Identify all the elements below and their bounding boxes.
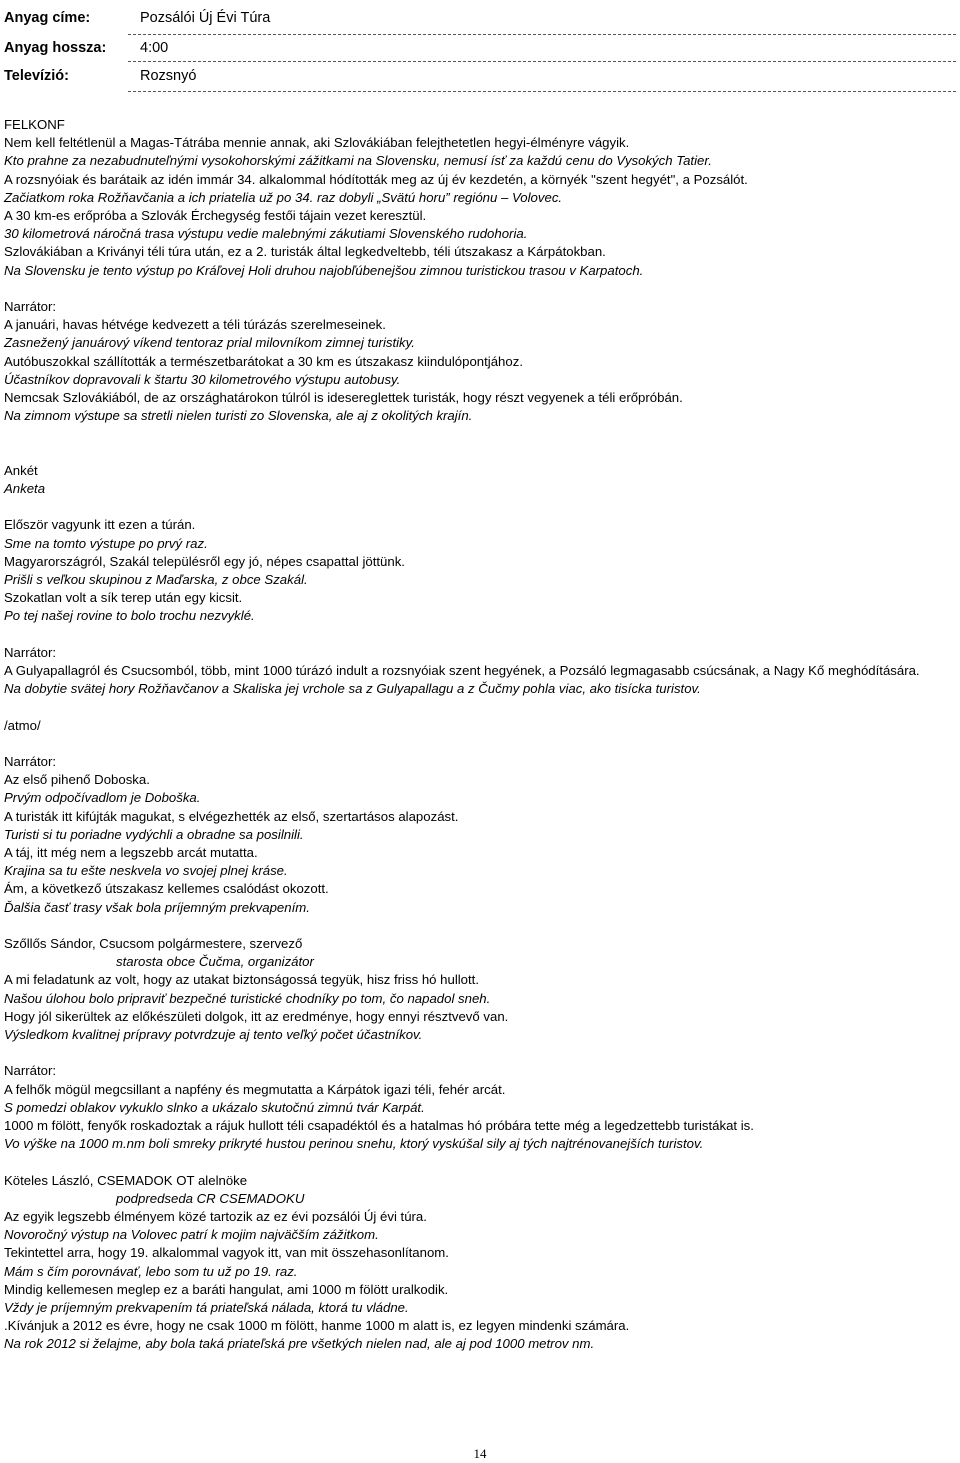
text-line: Vždy je príjemným prekvapením tá priateľská nálada, ktorá tu vládne. xyxy=(4,1300,409,1316)
spacer xyxy=(4,1153,956,1171)
text-line: Először vagyunk itt ezen a túrán. xyxy=(4,517,196,533)
text-line: Kto prahne za nezabudnuteľnými vysokohorskými zážitkami na Slovensku, nemusí ísť za každú cenu do Vysokých Tatier. xyxy=(4,153,712,169)
text-line: Mám s čím porovnávať, lebo som tu už po 19. raz. xyxy=(4,1263,298,1279)
text-line: Účastníkov dopravovali k štartu 30 kilometrového výstupu autobusy. xyxy=(4,371,401,387)
divider xyxy=(128,34,956,35)
text-line: Našou úlohou bolo pripraviť bezpečné turistické chodníky po tom, čo napadol sneh. xyxy=(4,990,491,1006)
text-line: Narrátor: xyxy=(4,644,57,660)
text-line: A mi feladatunk az volt, hogy az utakat biztonságossá tegyük, hisz friss hó hullott. xyxy=(4,972,480,988)
text-line: Anketa xyxy=(4,481,46,497)
text-line: Vo výške na 1000 m.nm boli smreky prikryté hustou perinou snehu, ktorý vyskúšal sily aj tých najtrénovanejších turistov. xyxy=(4,1136,704,1152)
spacer xyxy=(4,498,956,516)
text-line: A Gulyapallagról és Csucsomból, több, mint 1000 túrázó indult a rozsnyóiak szent hegyének, a Pozsáló legmagasabb csúcsának, a Nagy Kő meghódítására. xyxy=(4,663,920,679)
text-line: Hogy jól sikerültek az előkészületi dolgok, itt az eredménye, hogy ennyi résztvevő van. xyxy=(4,1008,509,1024)
text-line: Prvým odpočívadlom je Doboška. xyxy=(4,790,201,806)
text-line: Nem kell feltétlenül a Magas-Tátrába mennie annak, aki Szlovákiában felejthetetlen hegyi-élményre vágyik. xyxy=(4,135,630,151)
text-line: Mindig kellemesen meglep ez a baráti hangulat, ami 1000 m fölött uralkodik. xyxy=(4,1281,449,1297)
text-line: podpredseda CR CSEMADOKU xyxy=(116,1190,305,1206)
tv-value: Rozsnyó xyxy=(140,68,197,84)
text-line: Szokatlan volt a sík terep után egy kicsit. xyxy=(4,590,243,606)
text-line: Sme na tomto výstupe po prvý raz. xyxy=(4,535,208,551)
text-line: Zasnežený januárový víkend tentoraz prial milovníkom zimnej turistiky. xyxy=(4,335,415,351)
text-line: A táj, itt még nem a legszebb arcát mutatta. xyxy=(4,845,258,861)
text-line: A turisták itt kifújták magukat, s elvégezhették az első, szertartásos alapozást. xyxy=(4,808,459,824)
text-line: /atmo/ xyxy=(4,717,41,733)
text-line: Krajina sa tu ešte neskvela vo svojej plnej kráse. xyxy=(4,863,288,879)
header-row-title xyxy=(4,8,956,32)
text-line: Ďalšia časť trasy však bola príjemným prekvapením. xyxy=(4,899,310,915)
header-row-length xyxy=(4,38,956,62)
text-line: Köteles László, CSEMADOK OT alelnöke xyxy=(4,1172,248,1188)
title-label: Anyag címe: xyxy=(4,10,91,26)
text-line: Az első pihenő Doboska. xyxy=(4,772,150,788)
text-line: S pomedzi oblakov vykuklo slnko a ukázalo skutočnú zimnú tvár Karpát. xyxy=(4,1099,425,1115)
text-line: Výsledkom kvalitnej prípravy potvrdzuje aj tento veľký počet účastníkov. xyxy=(4,1027,423,1043)
spacer xyxy=(4,698,956,716)
spacer xyxy=(4,626,956,644)
text-line: FELKONF xyxy=(4,117,65,132)
text-line: Autóbuszokkal szállították a természetbarátokat a 30 km es útszakasz kiindulópontjához. xyxy=(4,353,523,369)
text-line: 30 kilometrová náročná trasa výstupu vedie malebnými zákutiami Slovenského rudohoria. xyxy=(4,226,528,242)
text-line: Novoročný výstup na Volovec patrí k mojim najväčším zážitkom. xyxy=(4,1227,379,1243)
text-line: Prišli s veľkou skupinou z Maďarska, z obce Szakál. xyxy=(4,572,308,588)
text-line: starosta obce Čučma, organizátor xyxy=(116,954,314,970)
text-line: Na dobytie svätej hory Rožňavčanov a Skaliska jej vrchole sa z Gulyapallagu a z Čučmy pohla viac, ako tisícka turistov. xyxy=(4,681,701,697)
text-line: Tekintettel arra, hogy 19. alkalommal vagyok itt, van mit összehasonlítanom. xyxy=(4,1245,449,1261)
text-line: Po tej našej rovine to bolo trochu nezvyklé. xyxy=(4,608,255,624)
divider xyxy=(128,91,956,92)
spacer xyxy=(4,1044,956,1062)
text-line: A 30 km-es erőpróba a Szlovák Érchegység festői tájain vezet keresztül. xyxy=(4,208,427,224)
title-value: Pozsálói Új Évi Túra xyxy=(140,10,271,26)
text-line: Na Slovensku je tento výstup po Kráľovej Holi druhou najobľúbenejšou zimnou turistickou trasou v Karpatoch. xyxy=(4,262,644,278)
spacer xyxy=(4,425,956,443)
spacer xyxy=(4,444,956,462)
header-row-tv xyxy=(4,66,956,90)
text-line: Turisti si tu poriadne vydýchli a obradne sa posilnili. xyxy=(4,826,304,842)
text-line: Narrátor: xyxy=(4,754,57,769)
text-line: Szlovákiában a Kriványi téli túra után, ez a 2. turisták által legkedveltebb, téli útszakasz a Kárpátokban. xyxy=(4,244,606,260)
spacer xyxy=(4,917,956,935)
text-line: Nemcsak Szlovákiából, de az országhatárokon túlról is idesereglettek turisták, hogy részt vegyenek a téli erőpróbán. xyxy=(4,390,683,406)
tv-label: Televízió: xyxy=(4,68,69,84)
text-line: Narrátor: xyxy=(4,299,57,315)
text-line: A felhők mögül megcsillant a napfény és megmutatta a Kárpátok igazi téli, fehér arcát. xyxy=(4,1081,506,1097)
text-line: Ám, a következő útszakasz kellemes csalódást okozott. xyxy=(4,881,329,897)
spacer xyxy=(4,280,956,298)
text-line: Začiatkom roka Rožňavčania a ich priatelia už po 34. raz dobyli „Svätú horu” regiónu – Volovec. xyxy=(4,189,563,205)
spacer xyxy=(4,735,956,753)
text-line: A rozsnyóiak és barátaik az idén immár 34. alkalommal hódították meg az új év kezdetén, a környék "szent hegyét", a Pozsálót. xyxy=(4,171,748,187)
text-line: Narrátor: xyxy=(4,1063,57,1079)
text-line: Magyarországról, Szakál településről egy jó, népes csapattal jöttünk. xyxy=(4,553,405,569)
text-line: Szőllős Sándor, Csucsom polgármestere, szervező xyxy=(4,936,303,952)
length-value: 4:00 xyxy=(140,40,169,56)
length-label: Anyag hossza: xyxy=(4,40,107,56)
divider xyxy=(128,61,956,62)
page-number: 14 xyxy=(473,1446,487,1461)
text-line: Na rok 2012 si želajme, aby bola taká priateľská pre všetkých nielen nad, ale aj pod 1000 metrov nm. xyxy=(4,1336,595,1352)
text-line: A januári, havas hétvége kedvezett a téli túrázás szerelmeseinek. xyxy=(4,317,386,333)
text-line: Az egyik legszebb élményem közé tartozik az ez évi pozsálói Új évi túra. xyxy=(4,1209,427,1225)
document-body xyxy=(4,116,956,1354)
text-line: 1000 m fölött, fenyők roskadoztak a rájuk hullott téli csapadéktól és a hatalmas hó próbára tette még a legedzettebb turistákat is. xyxy=(4,1118,754,1134)
text-line: Ankét xyxy=(4,462,38,478)
text-line: .Kívánjuk a 2012 es évre, hogy ne csak 1000 m fölött, hanme 1000 m alatt is, ez legyen mindenki számára. xyxy=(4,1318,630,1334)
text-line: Na zimnom výstupe sa stretli nielen turisti zo Slovenska, ale aj z okolitých krajín. xyxy=(4,408,473,424)
